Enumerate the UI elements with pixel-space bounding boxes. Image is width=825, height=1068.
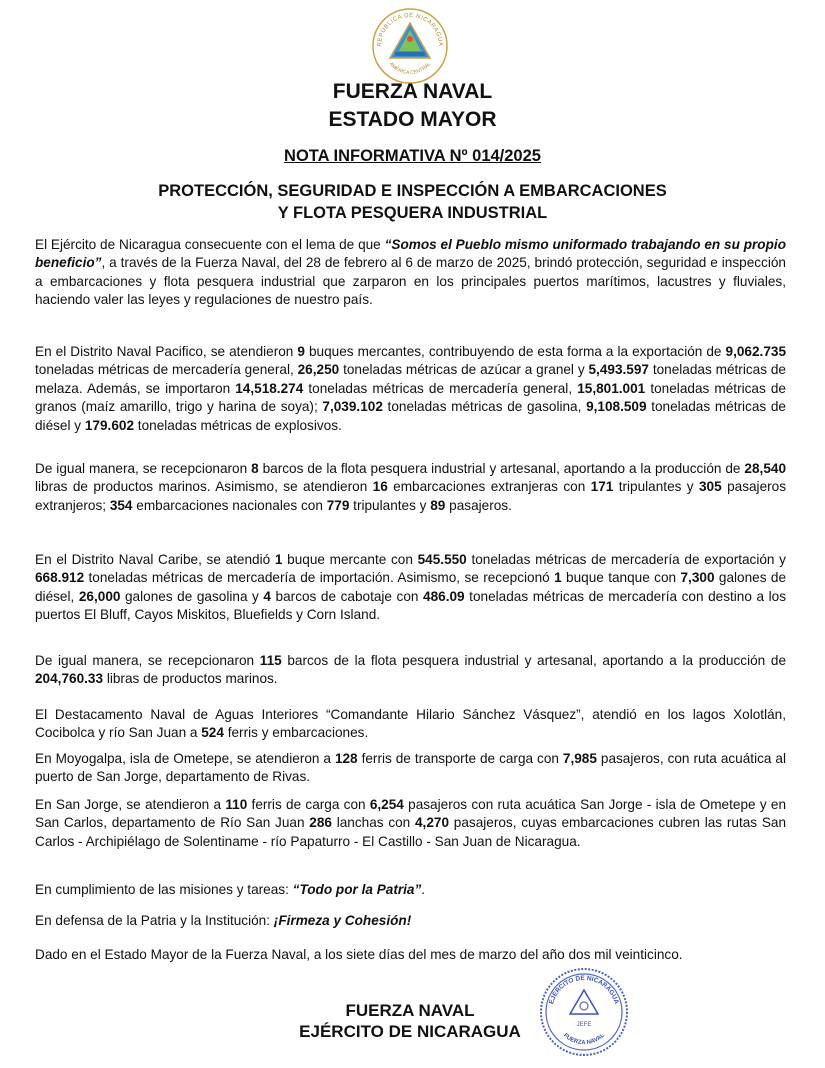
subtitle-line-2: Y FLOTA PESQUERA INDUSTRIAL [277,204,548,222]
subtitle-line-1: PROTECCIÓN, SEGURIDAD E INSPECCIÓN A EMBARCACIONES [158,182,667,200]
text-run: tripulantes y [613,479,699,495]
emphasis-text: 4 [263,588,271,604]
emphasis-text: 16 [372,479,388,495]
text-run: pasajeros, cuyas embarcaciones cubren las rutas San Carlos - Archipiélago de Solentiname - río Papaturro - El Castillo - San Juan de Nicaragua. [35,815,787,849]
footer-fuerza-naval: FUERZA NAVAL [345,1001,475,1020]
emphasis-text: 1 [274,552,283,567]
text-run: toneladas métricas de gasolina, [382,399,587,415]
emphasis-text: 779 [326,497,350,513]
paragraph-intro [35,236,786,310]
text-run: lanchas con [331,815,415,831]
emphasis-text: 524 [201,725,224,741]
header-estado-mayor: ESTADO MAYOR [328,108,497,131]
paragraph-defensa [35,912,786,930]
text-run: En cumplimiento de las misiones y tareas: [35,882,293,897]
text-run: toneladas métricas de mercadería general, [303,380,578,396]
text-run: . [421,882,426,897]
stamp-text-bottom: FUERZA NAVAL [562,1032,606,1047]
paragraph-dado [35,946,786,964]
text-run: embarcaciones nacionales con [132,497,327,513]
emphasis-text: 8 [251,461,259,476]
paragraph-pacifico-pesca [35,460,786,515]
emphasis-text: 7,985 [562,751,597,766]
text-run: El Destacamento Naval de Aguas Interiores “Comandante Hilario Sánchez Vásquez”, atendió en los lagos Xolotlán, Cocibolca y río San Juan a [35,707,786,741]
footer-ejercito: EJÉRCITO DE NICARAGUA [299,1022,521,1041]
text-run: De igual manera, se recepcionaron [35,653,260,668]
emphasis-text: 28,540 [744,461,786,476]
text-run: ferris de carga con [247,797,370,812]
emphasis-text: 6,254 [369,797,404,812]
emblem-text-bottom: AMÉRICA CENTRAL [387,61,433,77]
text-run: pasajeros. [445,497,512,513]
svg-text:FUERZA NAVAL [562,1032,606,1046]
emphasis-text: ¡Firmeza y Cohesión! [273,913,412,928]
text-run: toneladas métricas de azúcar a granel y [339,362,589,378]
text-run: toneladas métricas de mercadería con destino a los puertos El Bluff, Cayos Miskitos, Bluefields y Corn Island. [35,588,786,623]
text-run: barcos de cabotaje con [270,588,424,604]
text-run: En el Distrito Naval Pacifico, se atendieron [35,344,298,359]
text-run: El Ejército de Nicaragua consecuente con el lema de que [35,237,385,252]
text-run: toneladas métricas de mercadería de importación. Asimismo, se recepcionó [84,570,555,586]
text-run: toneladas métricas de melaza. Además, se importaron [35,362,786,396]
emphasis-text: 110 [225,797,248,812]
text-run: toneladas métricas de granos (maíz amarillo, trigo y harina de soya); [35,380,786,415]
text-run: En defensa de la Patria y la Institución: [35,913,274,928]
emphasis-text: 7,039.102 [322,399,383,415]
emphasis-text: 9 [297,344,305,359]
text-run: toneladas métricas de mercadería general, [35,362,298,378]
emphasis-text: 26,250 [297,362,340,378]
emphasis-text: 15,801.001 [577,380,646,396]
emphasis-text: 128 [334,751,358,766]
emphasis-text: 354 [109,497,133,513]
text-run: tripulantes y [349,497,431,513]
paragraph-san-jorge [35,796,786,851]
text-run: libras de productos marinos. [103,671,278,687]
official-seal-stamp-icon [538,966,630,1058]
stamp-text-top: EJÉRCITO DE NICARAGUA [548,974,620,1005]
emphasis-text: “Somos el Pueblo mismo uniformado trabajando en su propio beneficio” [35,237,786,271]
nicaragua-coat-of-arms-icon [370,6,450,86]
text-run: barcos de la flota pesquera industrial y artesanal, aportando a la producción de [281,653,786,668]
paragraph-cumplimiento [35,881,786,899]
emphasis-text: 545.550 [417,552,467,567]
nota-informativa-title: NOTA INFORMATIVA Nº 014/2025 [284,147,541,165]
text-run: Dado en el Estado Mayor de la Fuerza Naval, a los siete días del mes de marzo del año dos mil veinticinco. [35,947,683,962]
text-run: galones de gasolina y [120,588,264,604]
text-run: embarcaciones extranjeras con [387,479,591,495]
text-run: En San Jorge, se atendieron a [35,797,226,812]
text-run: pasajeros extranjeros; [35,479,787,513]
emphasis-text: 89 [430,497,446,513]
emphasis-text: 171 [590,479,614,495]
text-run: ferris y embarcaciones. [223,725,369,741]
text-run: toneladas métricas de mercadería de exportación y [466,552,786,567]
text-run: , a través de la Fuerza Naval, del 28 de febrero al 6 de marzo de 2025, brindó protección, seguridad e inspección a embarcaciones y flota pesquera industrial que zarparon en los principales puertos marítimos, lacustres y fluviales, haciendo valer las leyes y regulaciones de nuestro país. [35,255,786,308]
text-run: toneladas métricas de diésel y [35,399,786,433]
emphasis-text: 1 [554,570,562,586]
text-run: buque mercante con [282,552,418,567]
text-run: libras de productos marinos. Asimismo, se atendieron [35,479,373,495]
emphasis-text: 668.912 [35,570,85,586]
emblem-text-top: REPÚBLICA DE NICARAGUA [376,12,444,47]
emphasis-text: 26,000 [78,588,121,604]
paragraph-pacifico [35,343,786,435]
text-run: En el Distrito Naval Caribe, se atendió [35,552,275,567]
paragraph-aguas-interiores [35,706,786,743]
emphasis-text: 204,760.33 [35,671,104,687]
emphasis-text: 486.09 [423,588,465,604]
emphasis-text: 5,493.597 [588,362,649,378]
svg-text:AMÉRICA CENTRAL [388,61,432,76]
emphasis-text: 9,108.509 [586,399,647,415]
text-run: galones de diésel, [35,570,787,604]
emphasis-text: 14,518.274 [235,380,304,396]
emphasis-text: 9,062.735 [725,344,787,359]
emphasis-text: “Todo por la Patria” [292,882,422,897]
text-run: ferris de transporte de carga con [357,751,563,766]
emphasis-text: 286 [309,815,332,831]
emphasis-text: 7,300 [680,570,715,586]
paragraph-moyogalpa [35,750,786,787]
paragraph-caribe-pesca [35,652,786,689]
text-run: pasajeros con ruta acuática San Jorge - isla de Ometepe y en San Carlos, departamento de Río San Juan [35,797,786,831]
stamp-text-center: JEFE [576,1022,592,1028]
paragraph-caribe [35,551,786,625]
text-run: buques mercantes, contribuyendo de esta forma a la exportación de [304,344,726,359]
text-run: En Moyogalpa, isla de Ometepe, se atendieron a [35,751,335,766]
text-run: De igual manera, se recepcionaron [35,461,252,476]
emphasis-text: 305 [699,479,722,495]
text-run: pasajeros, con ruta acuática al puerto de San Jorge, departamento de Rivas. [35,751,786,785]
emphasis-text: 179.602 [84,417,135,433]
text-run: buque tanque con [561,570,681,586]
text-run: barcos de la flota pesquera industrial y artesanal, aportando a la producción de [258,461,745,476]
emphasis-text: 4,270 [415,815,450,831]
emphasis-text: 115 [259,653,282,668]
header-fuerza-naval: FUERZA NAVAL [332,80,493,103]
text-run: toneladas métricas de explosivos. [134,417,342,433]
